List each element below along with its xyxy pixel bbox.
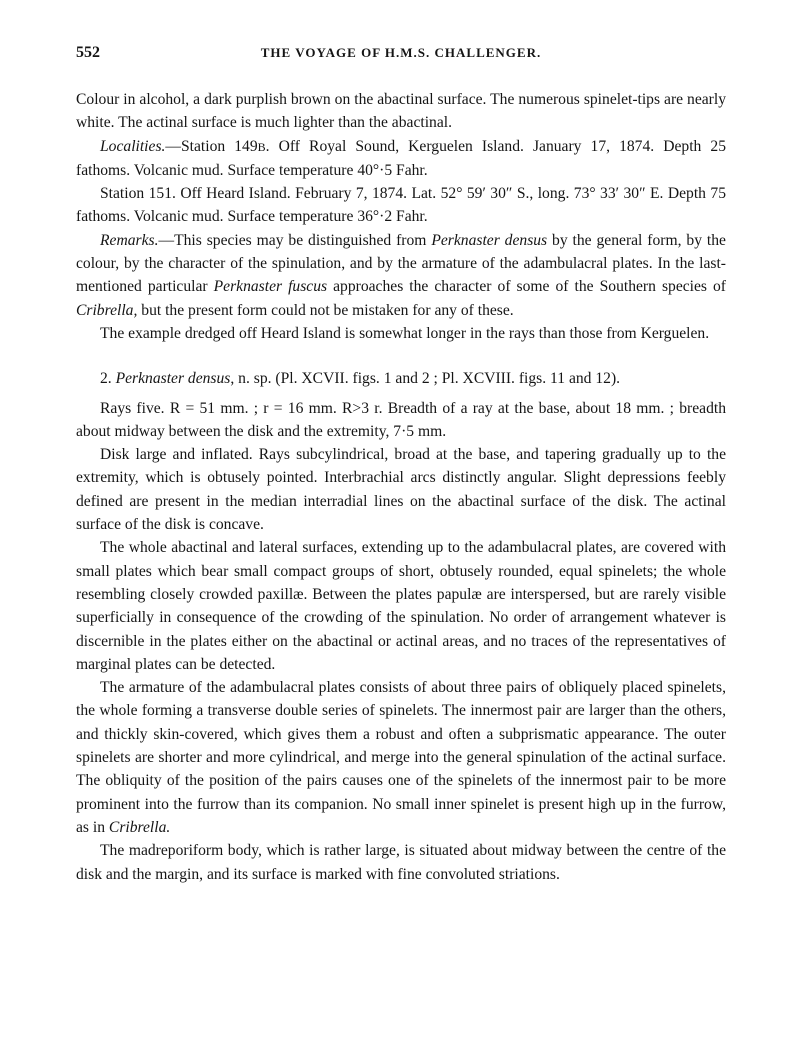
- remarks-label: Remarks.: [100, 231, 159, 249]
- page-number: 552: [76, 44, 100, 61]
- armature-text: The armature of the adambulacral plates consists of about three pairs of obliquely placed spinelets, the whole forming a transverse double series of spinelets. The innermost pair are larger than the others, and thickly skin-covered, which gives them a robust and often a subprismatic appearance. The outer spinelets are shorter and more cylindrical, and merge into the general spinulation of the actinal surface. The obliquity of the position of the pairs causes one of the spinelets of the innermost pair to be more prominent into the furrow than its companion. No small inner spinelet is present high up in the furrow, as in: [76, 679, 726, 836]
- species-reference: , n. sp. (Pl. XCVII. figs. 1 and 2 ; Pl. XCVIII. figs. 11 and 12).: [230, 370, 621, 388]
- station-151-paragraph: Station 151. Off Heard Island. February 7, 1874. Lat. 52° 59′ 30″ S., long. 73° 33′ 30″ E. Depth 75 fathoms. Volcanic mud. Surface temperature 36°·2 Fahr.: [76, 185, 726, 226]
- section-spacer: [76, 345, 726, 367]
- localities-paragraph: [76, 135, 726, 183]
- remarks-text-1: This species may be distinguished from: [174, 231, 432, 249]
- station-149-details: . Off Royal Sound, Kerguelen Island. January 17, 1874. Depth 25 fathoms. Volcanic mud. Surface temperature 40°·5 Fahr.: [76, 137, 726, 179]
- example-paragraph: The example dredged off Heard Island is somewhat longer in the rays than those from Kerguelen.: [100, 324, 710, 342]
- remarks-text-4: but the present form could not be mistaken for any of these.: [137, 301, 514, 319]
- remarks-species-2: Perknaster fuscus: [213, 278, 328, 296]
- remarks-text-3: approaches the character of some of the Southern species of: [327, 278, 727, 296]
- abactinal-paragraph: The whole abactinal and lateral surfaces, extending up to the adambulacral plates, are covered with small plates which bear small compact groups of short, obtusely rounded, equal spinelets; the whole resembling closely crowded paxillæ. Between the plates papulæ are interspersed, but are rarely visible superficially in consequence of the crowding of the spinulation. No order of arrangement whatever is discernible in the plates either on the abactinal or actinal areas, and no traces of the representatives of marginal plates can be detected.: [76, 539, 726, 673]
- species-name: Perknaster densus: [115, 370, 231, 388]
- remarks-paragraph: [76, 229, 726, 322]
- station-149-text: Station 149: [181, 137, 258, 155]
- species-number: 2.: [100, 370, 116, 388]
- remarks-dash: —: [158, 231, 175, 249]
- rays-paragraph: Rays five. R = 51 mm. ; r = 16 mm. R>3 r. Breadth of a ray at the base, about 18 mm. ; breadth about midway between the disk and the extremity, 7·5 mm.: [76, 399, 726, 440]
- remarks-species-1: Perknaster densus: [431, 231, 548, 249]
- colour-paragraph: Colour in alcohol, a dark purplish brown on the abactinal surface. The numerous spinelet-tips are nearly white. The actinal surface is much lighter than the abactinal.: [76, 91, 726, 132]
- page-header: [76, 44, 726, 70]
- armature-genus: Cribrella.: [108, 818, 171, 836]
- species-heading: [76, 367, 726, 390]
- armature-paragraph: [76, 676, 726, 839]
- document-page: [76, 44, 726, 886]
- remarks-text-2: by the general form, by the colour, by the character of the spinulation, and by the armature of the adambulacral plates. In the last-mentioned particular: [76, 231, 726, 296]
- localities-label: Localities.: [100, 137, 166, 155]
- station-149-suffix: B: [257, 139, 266, 154]
- localities-dash: —: [165, 137, 181, 155]
- remarks-species-3: Cribrella,: [76, 301, 138, 319]
- running-head: THE VOYAGE OF H.M.S. CHALLENGER.: [260, 45, 542, 60]
- disk-paragraph: Disk large and inflated. Rays subcylindrical, broad at the base, and tapering gradually up to the extremity, which is obtusely pointed. Interbrachial arcs distinctly angular. Slight depressions feebly defined are present in the median interradial lines on the abactinal surface of the disk. The actinal surface of the disk is concave.: [76, 446, 726, 534]
- madreporiform-paragraph: The madreporiform body, which is rather large, is situated about midway between the centre of the disk and the margin, and its surface is marked with fine convoluted striations.: [76, 842, 726, 883]
